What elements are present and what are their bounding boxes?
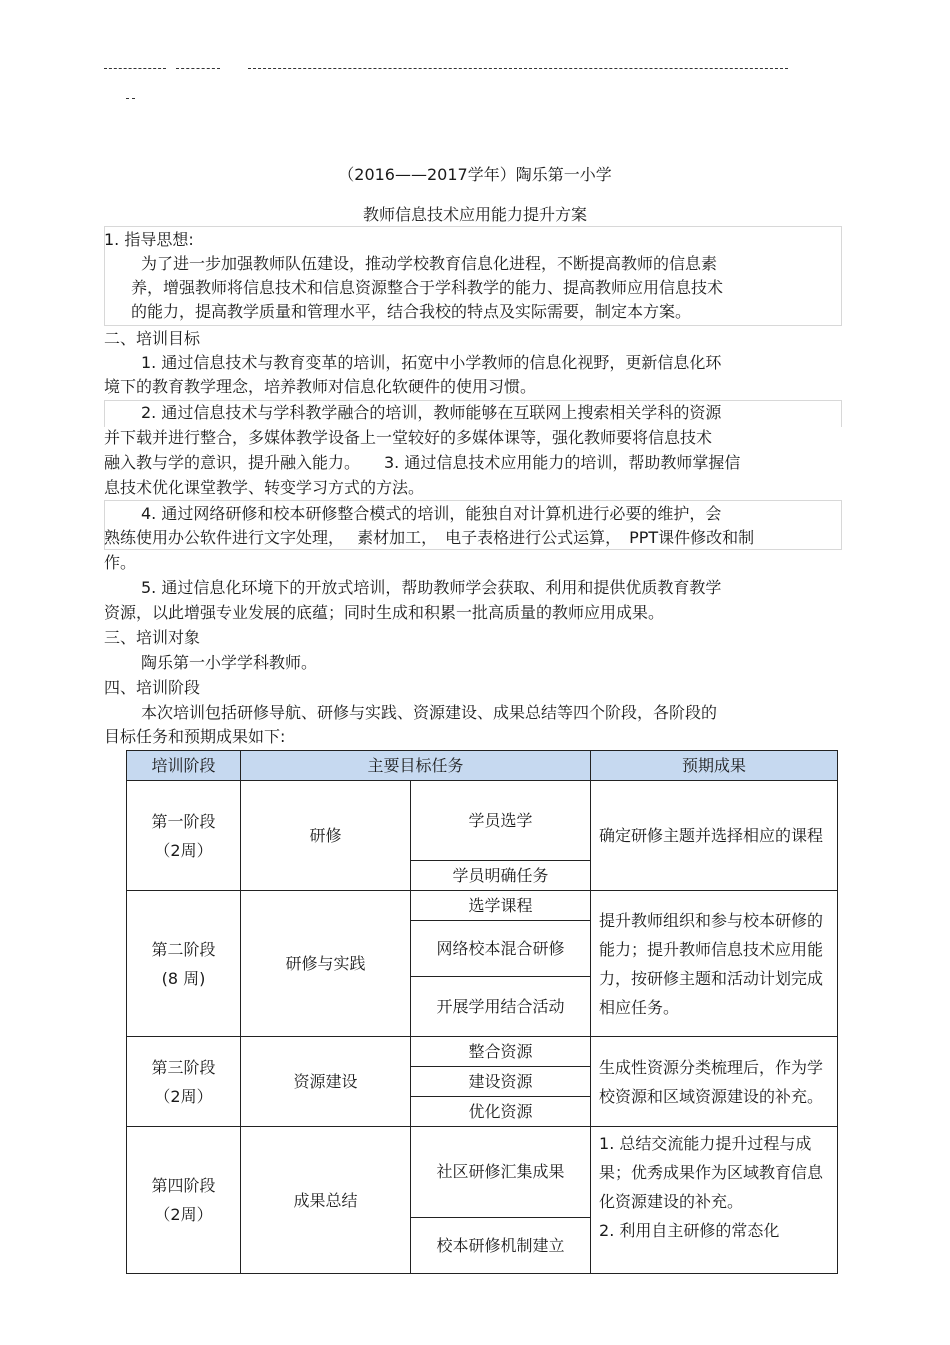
task-cell: 成果总结 (241, 1127, 411, 1274)
subtask-cell: 网络校本混合研修 (411, 921, 591, 977)
result-cell (591, 1127, 838, 1274)
table-row (127, 1127, 838, 1218)
goal-line: 融入教与学的意识，提升融入能力。 3. 通过信息技术应用能力的培训，帮助教师掌握信 (104, 453, 741, 472)
header-rule-2 (176, 68, 220, 69)
section-4-heading: 四、培训阶段 (104, 678, 201, 697)
subtask-cell: 开展学用结合活动 (411, 977, 591, 1037)
goal-line: 息技术优化课堂教学、转变学习方式的方法。 (104, 478, 425, 497)
goal-line: 4. 通过网络研修和校本研修整合模式的培训，能独自对计算机进行必要的维护，会 (141, 504, 722, 523)
subtask-cell: 选学课程 (411, 891, 591, 921)
stage-duration: （2周） (154, 1205, 213, 1224)
goal-line: 作。 (104, 553, 137, 572)
goal-line: 并下载并进行整合，多媒体教学设备上一堂较好的多媒体课等，强化教师要将信息技术 (104, 428, 713, 447)
header-result: 预期成果 (591, 751, 838, 781)
goal-line: 熟练使用办公软件进行文字处理， 素材加工， 电子表格进行公式运算， PPT课件修改和制 (104, 528, 755, 547)
table-row (127, 781, 838, 861)
task-cell: 研修与实践 (241, 891, 411, 1037)
result-cell: 确定研修主题并选择相应的课程 (591, 781, 838, 891)
stage-duration: （2周） (154, 840, 213, 860)
doc-title-line-1: （2016——2017学年）陶乐第一小学 (338, 165, 612, 184)
goal-line: 1. 通过信息技术与教育变革的培训，拓宽中小学教师的信息化视野，更新信息化环 (141, 353, 722, 372)
section-1-heading: 1. 指导思想: (104, 230, 194, 249)
section-3-heading: 三、培训对象 (104, 628, 201, 647)
stage-name: 第三阶段 (151, 1057, 216, 1077)
section-1-paragraph-line: 养，增强教师将信息技术和信息资源整合于学科教学的能力、提高教师应用信息技术 (131, 278, 724, 297)
result-cell: 生成性资源分类梳理后，作为学校资源和区域资源建设的补充。 (591, 1037, 838, 1127)
task-cell: 研修 (241, 781, 411, 891)
result-line: 2. 利用自主研修的常态化 (599, 1221, 780, 1240)
stage-cell (127, 891, 241, 1037)
subtask-cell: 学员选学 (411, 781, 591, 861)
table-row (127, 1037, 838, 1067)
section-4-intro-line: 本次培训包括研修导航、研修与实践、资源建设、成果总结等四个阶段，各阶段的 (141, 703, 718, 722)
result-cell: 提升教师组织和参与校本研修的能力；提升教师信息技术应用能力，按研修主题和活动计划完成相应任务。 (591, 891, 838, 1037)
section-3-content: 陶乐第一小学学科教师。 (141, 653, 318, 672)
stage-duration: (8 周) (161, 968, 206, 988)
subtask-cell: 学员明确任务 (411, 861, 591, 891)
subtask-cell: 校本研修机制建立 (411, 1217, 591, 1273)
header-rule-1 (104, 68, 166, 69)
subtask-cell: 建设资源 (411, 1067, 591, 1097)
table-row (127, 891, 838, 921)
section-1-paragraph-line: 为了进一步加强教师队伍建设，推动学校教育信息化进程，不断提高教师的信息素 (141, 254, 718, 273)
stage-duration: （2周） (154, 1086, 213, 1106)
table-header-row (127, 751, 838, 781)
stage-name: 第二阶段 (151, 939, 216, 959)
doc-title-line-2: 教师信息技术应用能力提升方案 (362, 205, 587, 224)
goal-line: 5. 通过信息化环境下的开放式培训，帮助教师学会获取、利用和提供优质教育教学 (141, 578, 722, 597)
stage-name: 第四阶段 (151, 1176, 216, 1195)
header-rule-3 (248, 68, 788, 69)
subtask-cell: 社区研修汇集成果 (411, 1127, 591, 1218)
stage-cell (127, 781, 241, 891)
stage-cell (127, 1037, 241, 1127)
section-1-paragraph-line: 的能力，提高教学质量和管理水平，结合我校的特点及实际需要，制定本方案。 (131, 302, 692, 321)
task-cell: 资源建设 (241, 1037, 411, 1127)
header-rule-4 (126, 98, 135, 99)
section-2-heading: 二、培训目标 (104, 329, 201, 348)
stage-cell (127, 1127, 241, 1274)
training-stages-table (126, 750, 838, 1274)
header-task: 主要目标任务 (241, 751, 591, 781)
subtask-cell: 整合资源 (411, 1037, 591, 1067)
goal-line: 资源，以此增强专业发展的底蕴；同时生成和积累一批高质量的教师应用成果。 (104, 603, 665, 622)
stage-name: 第一阶段 (151, 811, 216, 831)
section-4-intro-line: 目标任务和预期成果如下: (104, 727, 286, 746)
result-line: 1. 总结交流能力提升过程与成果；优秀成果作为区域教育信息化资源建设的补充。 (599, 1134, 824, 1211)
goal-line: 2. 通过信息技术与学科教学融合的培训，教师能够在互联网上搜索相关学科的资源 (141, 403, 722, 422)
header-stage: 培训阶段 (127, 751, 241, 781)
goal-line: 境下的教育教学理念，培养教师对信息化软硬件的使用习惯。 (104, 377, 537, 396)
subtask-cell: 优化资源 (411, 1097, 591, 1127)
